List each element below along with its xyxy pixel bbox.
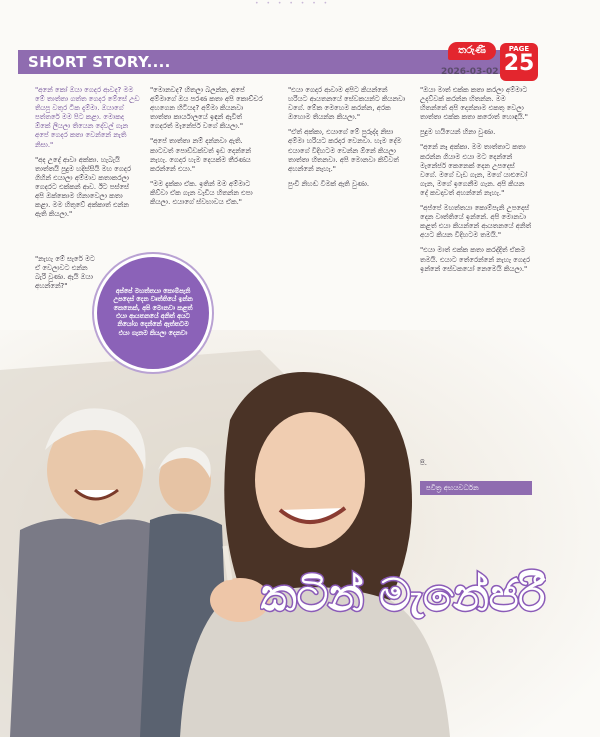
paragraph: "අපේ තාත්තා නම් දන්නවා ඇති. කාටවත් පොඩ්ඩක්වත් ඉඩ දෙන්නේ නැහැ. ගෙදර හැම දෙයක්ම තීරණය කරන්නේ එයා." xyxy=(150,137,251,173)
text-column-1 xyxy=(35,86,140,225)
pull-quote-bubble xyxy=(94,254,212,372)
text-column-3 xyxy=(288,86,406,195)
paragraph: "අනේ නෑ අක්කා. මම තාත්තාට කතා කරන්න ගියාම එයා මට දෙන්නේ මැනේජර් කෙනෙක් දෙන උපදෙස් වගේ. මගේ වැඩ ගැන, මගේ යාළුවෝ ගැන, මගේ ඉගෙනීම ගැන. අපි කියන දේ කවදාවත් අහන්නේ නැහැ." xyxy=(420,143,528,197)
decorative-dots: • • • • • • • xyxy=(255,0,331,7)
author-byline: පවිත්‍ර අභයවර්ධන xyxy=(420,481,532,495)
paragraph: "මම දැක්කා ඒක. ඉතින් මම අම්මාට කිව්වා ඒක ගැන වැඩිය හිතන්න එපා කියලා. එයාගේ ස්වභාවය ඒක." xyxy=(150,179,253,207)
signature-mark: පී. xyxy=(420,459,427,467)
paragraph: "නැහැ මේ සැරේ මට ඒ වෙලාවට එන්න බැරි වුණා. ඇයි ඔයා අහන්නේ?" xyxy=(35,255,95,291)
magazine-logo: තරුණී xyxy=(448,42,496,60)
paragraph: පුදුම හයියෙන් හිනා වුණා. xyxy=(420,128,496,137)
pull-quote-text: අප්පේ මහත්තයා කොම්පැනි උපදෙස් දෙන වෘත්තියේ ඉන්න කෙනෙක්, අපි මොනවා කළත් එයා ආයතනයේ අනිත් අයට නියෝග දෙන්නේ ඇත්තටම එයා ගැනම කියලා දෙනවා xyxy=(113,287,193,337)
page-number-badge xyxy=(500,43,538,81)
paragraph: "අප්පේ මහත්තයා කොම්පැනි උපදෙස් දෙන වෘත්තියේ ඉන්නේ. අපි මොනවා කළත් එයා කියන්නේ ආයතනයේ අනිත් අයට කියන විදිහටම තමයි." xyxy=(420,204,532,240)
paragraph: "අද උදේ ආවා අක්කා. හැබැයි තාත්තයි පුදුම හදිස්සියි මහ ගෙදර ගිහින් එයාලා අම්මාව කතාකරලා ගෙදරට එක්කන් ආව. ඊට පස්සේ අපි ඔක්කොම හිනාවෙලා කතා කළා. මම හිතුවේ අක්කාත් එන්න ඇති කියලා." xyxy=(35,155,132,219)
paragraph: "එයා ගෙදර ආවාම අපිට කියන්නේ හරියට ආයතනයේ සේවකයන්ට කියනවා වගේ. මේක මෙහෙම කරන්න, අරක ඔහොම තියන්න කියලා." xyxy=(288,86,406,122)
paragraph: "ඒත් අක්කා, එයාගේ මේ පුරුද්ද නිසා අම්මා හරියට කරදර වෙනවා. හැම දේම එයාගේ විදිහටම වෙන්න ඕනේ කියලා තාත්තා හිතනවා. අපි මොනවා කිව්වත් අහන්නේ නැහැ." xyxy=(288,128,402,173)
paragraph: "ඔයා මාත් එක්ක කතා කරලා අම්මාට උදව්වක් කරන්න හිතන්න. මම හිතන්නේ අපි දෙන්නාම එකතු වෙලා තාත්තා එක්ක කතා කරොත් හොඳයි." xyxy=(420,86,528,122)
paragraph: "මොනවද? හිතලා බලන්න, අපේ අම්මාගේ ඔය පරණ කතා අපි කොච්චර අහගෙන හිටියද? අම්මා කියනවා තාත්තා කාර්යාලයේ ඉඳන් ඇවිත් ගෙදරත් මැනේජර් වගේ කියලා." xyxy=(150,86,263,131)
paragraph: "අනේ කෝ ඔයා ගෙදර ආවද? මම මේ තාත්තා ගත්ත ගෙදර මේසේ උඩ තියපු වතුර ටික දැම්මා. ඔයාගේ පත්තරේ මම පිට කළා. මොකද ඕකේ ලියලා තියෙන දේවල් ගැන අපේ ගෙදර කතා වෙන්නේ නැති නිසා." xyxy=(35,86,140,149)
section-label: SHORT STORY.... xyxy=(28,53,171,71)
text-column-1-lower xyxy=(35,255,97,297)
story-title xyxy=(260,510,546,660)
text-column-2 xyxy=(150,86,265,213)
text-column-4 xyxy=(420,86,532,280)
story-title-text: කටින් මැනේජරී xyxy=(260,570,546,621)
paragraph: පුංචි නිහඬ වීමක් ඇති වුණා. xyxy=(288,179,370,188)
issue-date: 2026-03-02 xyxy=(441,67,499,77)
paragraph: "එයා මාත් එක්ක කතා කරද්දිත් ඒකම තමයි. එයාට තේරෙන්නේ නැහැ ගෙදර ඉන්නේ සේවකයෝ නෙමෙයි කියලා." xyxy=(420,246,531,273)
page-label: PAGE xyxy=(508,45,530,53)
page-number: 25 xyxy=(503,51,535,76)
